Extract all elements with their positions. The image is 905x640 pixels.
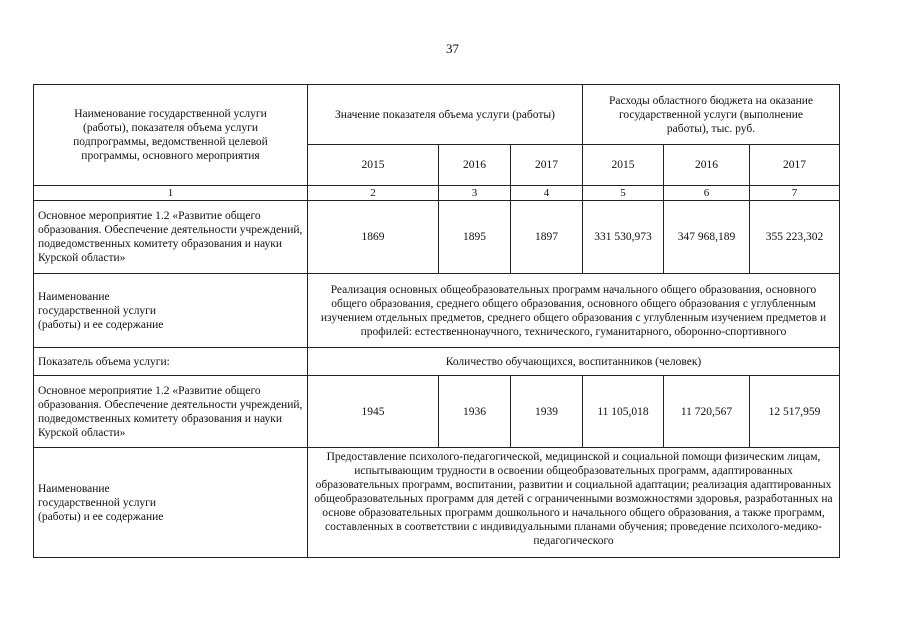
service-description-cell: Предоставление психолого-педагогической, медицинской и социальной помощи физическим лицам, испытывающим трудности в освоении общеобразовательных программ, адаптированных образовательных программ, воспитании, развитии и социальной адаптации; реализация адаптированных общеобразовательных программ для детей с ограниченными возможностями здоровья, разработанных на основе образовательных программ дошкольного и начального общего образования, а также программ, составленных в соответствии с индивидуальными планами обучения; проведение психолого-медико-педагогического bbox=[308, 448, 840, 558]
indicator-value-cell: Количество обучающихся, воспитанников (человек) bbox=[308, 348, 840, 376]
header-year-cell: 2017 bbox=[511, 145, 583, 186]
value-cell: 1939 bbox=[511, 376, 583, 448]
header-year-cell: 2017 bbox=[750, 145, 840, 186]
header-value-cell: Значение показателя объема услуги (работы) bbox=[308, 85, 583, 145]
header-year-cell: 2015 bbox=[583, 145, 664, 186]
expense-cell: 11 105,018 bbox=[583, 376, 664, 448]
column-number-cell: 5 bbox=[583, 186, 664, 201]
value-cell: 1895 bbox=[439, 201, 511, 274]
service-label-cell bbox=[34, 274, 308, 348]
service-description-cell: Реализация основных общеобразовательных программ начального общего образования, основного общего образования, среднего общего образования, основного общего образования с углубленным изучением отдельных предметов, среднего общего образования с углубленным изучением предметов и профилей: естественнонаучного, технического, гуманитарного, оборонно-спортивного bbox=[308, 274, 840, 348]
activity-name-cell: Основное мероприятие 1.2 «Развитие общего образования. Обеспечение деятельности учреждений, подведомственных комитету образования и науки Курской области» bbox=[34, 376, 308, 448]
header-year-cell: 2016 bbox=[664, 145, 750, 186]
expense-cell: 331 530,973 bbox=[583, 201, 664, 274]
header-year-cell: 2016 bbox=[439, 145, 511, 186]
header-year-cell: 2015 bbox=[308, 145, 439, 186]
column-number-cell: 6 bbox=[664, 186, 750, 201]
column-number-cell: 3 bbox=[439, 186, 511, 201]
header-name-cell: Наименование государственной услуги (работы), показателя объема услуги подпрограммы, ведомственной целевой программы, основного мероприятия bbox=[34, 85, 308, 186]
column-number-cell: 4 bbox=[511, 186, 583, 201]
value-cell: 1897 bbox=[511, 201, 583, 274]
expense-cell: 12 517,959 bbox=[750, 376, 840, 448]
header-expense-cell: Расходы областного бюджета на оказание государственной услуги (выполнение работы), тыс. руб. bbox=[583, 85, 840, 145]
expense-cell: 355 223,302 bbox=[750, 201, 840, 274]
expense-cell: 347 968,189 bbox=[664, 201, 750, 274]
column-number-cell: 2 bbox=[308, 186, 439, 201]
service-label-text: Наименование государственной услуги (работы) и ее содержание bbox=[38, 290, 164, 331]
value-cell: 1936 bbox=[439, 376, 511, 448]
indicator-label-cell: Показатель объема услуги: bbox=[34, 348, 308, 376]
value-cell: 1869 bbox=[308, 201, 439, 274]
column-number-cell: 1 bbox=[34, 186, 308, 201]
service-label-cell bbox=[34, 448, 308, 558]
page-number: 37 bbox=[446, 41, 459, 56]
services-table bbox=[33, 84, 840, 558]
column-number-cell: 7 bbox=[750, 186, 840, 201]
expense-cell: 11 720,567 bbox=[664, 376, 750, 448]
value-cell: 1945 bbox=[308, 376, 439, 448]
service-label-text: Наименование государственной услуги (работы) и ее содержание bbox=[38, 482, 164, 523]
activity-name-cell: Основное мероприятие 1.2 «Развитие общего образования. Обеспечение деятельности учреждений, подведомственных комитету образования и науки Курской области» bbox=[34, 201, 308, 274]
